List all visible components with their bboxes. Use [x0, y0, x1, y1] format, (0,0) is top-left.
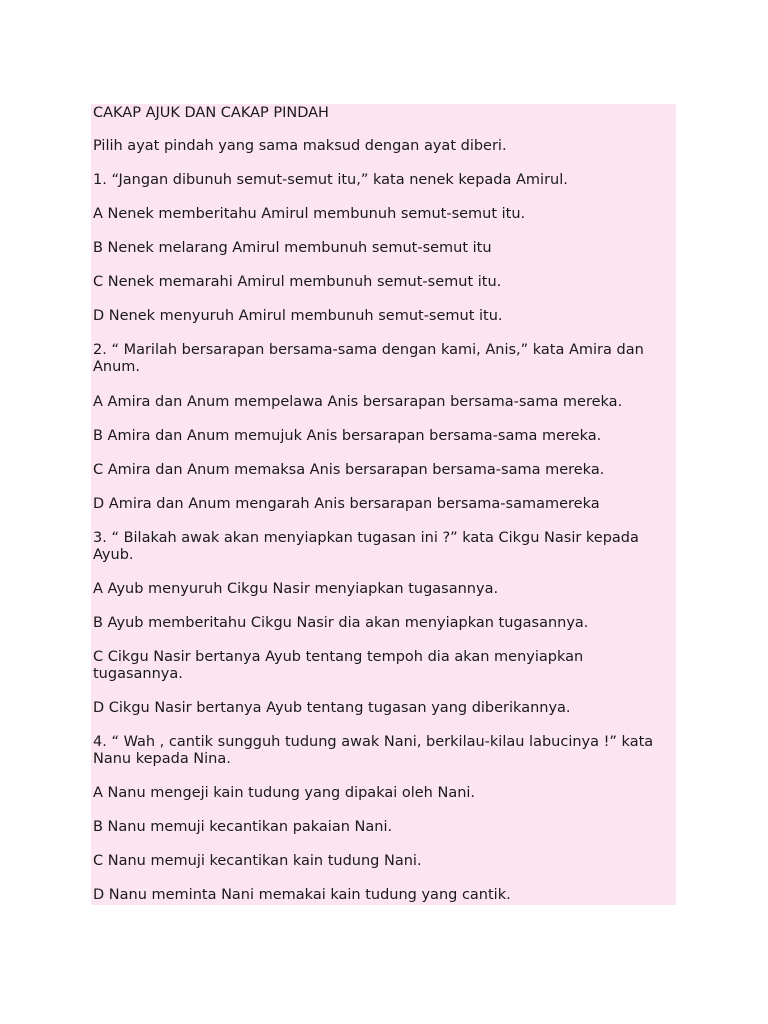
- question-2-option-a: A Amira dan Anum mempelawa Anis bersarapan bersama-sama mereka.: [93, 394, 623, 410]
- question-2: 2. “ Marilah bersarapan bersama-sama dengan kami, Anis,” kata Amira dan Anum.: [93, 342, 649, 375]
- question-2-option-d: D Amira dan Anum mengarah Anis bersarapan bersama-samamereka: [93, 496, 600, 512]
- question-3-option-a: A Ayub menyuruh Cikgu Nasir menyiapkan tugasannya.: [93, 581, 499, 597]
- instruction-text: Pilih ayat pindah yang sama maksud dengan ayat diberi.: [93, 138, 507, 154]
- question-4-option-a: A Nanu mengeji kain tudung yang dipakai oleh Nani.: [93, 785, 476, 801]
- question-4-option-c: C Nanu memuji kecantikan kain tudung Nani.: [93, 853, 422, 869]
- question-2-option-c: C Amira dan Anum memaksa Anis bersarapan bersama-sama mereka.: [93, 462, 605, 478]
- question-4-option-b: B Nanu memuji kecantikan pakaian Nani.: [93, 819, 393, 835]
- question-4-option-d: D Nanu meminta Nani memakai kain tudung yang cantik.: [93, 887, 511, 903]
- question-1-option-c: C Nenek memarahi Amirul membunuh semut-semut itu.: [93, 274, 502, 290]
- question-1-option-d: D Nenek menyuruh Amirul membunuh semut-semut itu.: [93, 308, 503, 324]
- question-1: 1. “Jangan dibunuh semut-semut itu,” kata nenek kepada Amirul.: [93, 172, 568, 188]
- question-1-option-a: A Nenek memberitahu Amirul membunuh semut-semut itu.: [93, 206, 526, 222]
- question-3: 3. “ Bilakah awak akan menyiapkan tugasan ini ?” kata Cikgu Nasir kepada Ayub.: [93, 530, 644, 563]
- document-title: CAKAP AJUK DAN CAKAP PINDAH: [93, 105, 329, 121]
- question-3-option-b: B Ayub memberitahu Cikgu Nasir dia akan menyiapkan tugasannya.: [93, 615, 589, 631]
- document-page: [91, 104, 676, 905]
- question-3-option-c: C Cikgu Nasir bertanya Ayub tentang tempoh dia akan menyiapkan tugasannya.: [93, 649, 588, 682]
- question-1-option-b: B Nenek melarang Amirul membunuh semut-semut itu: [93, 240, 492, 256]
- question-4: 4. “ Wah , cantik sungguh tudung awak Nani, berkilau-kilau labucinya !” kata Nanu kepada Nina.: [93, 734, 658, 767]
- question-2-option-b: B Amira dan Anum memujuk Anis bersarapan bersama-sama mereka.: [93, 428, 602, 444]
- question-3-option-d: D Cikgu Nasir bertanya Ayub tentang tugasan yang diberikannya.: [93, 700, 571, 716]
